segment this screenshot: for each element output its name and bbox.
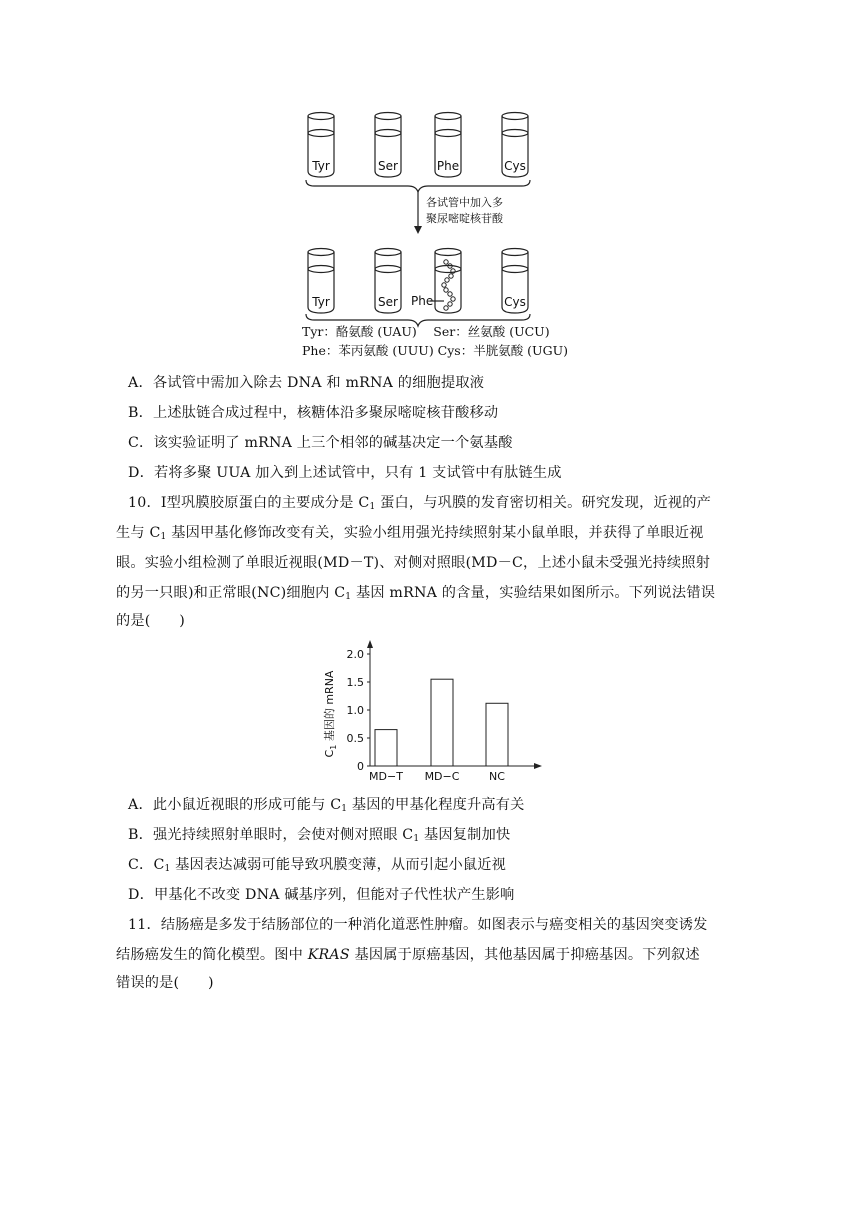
y-tick-label: 0 xyxy=(357,760,364,773)
y-axis-arrow-icon xyxy=(367,640,373,648)
q10-stem-line1: 10．Ⅰ型巩膜胶原蛋白的主要成分是 $C_1$ 蛋白，与巩膜的发育密切相关。研究发现，近视的产 xyxy=(128,495,712,512)
tube-top-label: Ser xyxy=(378,159,398,173)
q9-option-a: A．各试管中需加入除去 DNA 和 mRNA 的细胞提取液 xyxy=(128,375,485,391)
q10-stem-line3: 眼。实验小组检测了单眼近视眼(MD－T)、对侧对照眼(MD－C，上述小鼠未受强光持续照射 xyxy=(116,555,711,571)
tube-bottom-label: Cys xyxy=(504,295,526,309)
legend-line: Tyr：酪氨酸 (UAU) Ser：丝氨酸 (UCU) xyxy=(302,324,550,339)
y-tick-label: 1.0 xyxy=(346,704,364,717)
q9-option-d: D．若将多聚 UUA 加入到上述试管中，只有 1 支试管中有肽链生成 xyxy=(128,465,562,481)
bar-chart-svg xyxy=(316,636,556,786)
q10-option-d: D．甲基化不改变 DNA 碱基序列，但能对子代性状产生影响 xyxy=(128,887,515,903)
y-tick-label: 1.5 xyxy=(346,676,364,689)
y-axis-label: $C_1$ 基因的 mRNA xyxy=(323,670,338,758)
down-arrow-icon xyxy=(414,226,422,234)
arrow-note-line1: 各试管中加入多 xyxy=(426,196,503,209)
peptide-chain-icon xyxy=(442,260,455,310)
bar-2 xyxy=(486,703,508,766)
x-axis-arrow-icon xyxy=(534,763,542,769)
tube-top-label: Phe xyxy=(436,159,460,173)
x-tick-label: MD−C xyxy=(424,770,460,783)
q10-stem-line5: 的是( ) xyxy=(116,613,186,629)
arrow-note-line2: 聚尿嘧啶核苷酸 xyxy=(426,212,503,225)
bar-0 xyxy=(375,730,397,766)
tube-top-label: Tyr xyxy=(312,159,330,173)
mrna-bar-chart xyxy=(316,636,556,786)
phe-outside-label: Phe xyxy=(411,294,434,308)
tube-bottom-label: Tyr xyxy=(312,295,330,309)
q10-option-c: C．$C_1$ 基因表达减弱可能导致巩膜变薄，从而引起小鼠近视 xyxy=(128,857,507,874)
q10-option-b: B．强光持续照射单眼时，会使对侧对照眼 $C_1$ 基因复制加快 xyxy=(128,827,511,844)
q10-option-a: A．此小鼠近视眼的形成可能与 $C_1$ 基因的甲基化程度升高有关 xyxy=(128,797,525,814)
y-tick-label: 0.5 xyxy=(346,732,364,745)
legend-line: Phe：苯丙氨酸 (UUU) Cys：半胱氨酸 (UGU) xyxy=(302,343,568,358)
y-tick-label: 2.0 xyxy=(346,648,364,661)
q11-stem-line1: 11．结肠癌是多发于结肠部位的一种消化道恶性肿瘤。如图表示与癌变相关的基因突变诱发 xyxy=(128,917,708,933)
tube-bottom-label: Ser xyxy=(378,295,398,309)
x-tick-label: MD−T xyxy=(369,770,403,783)
amino-acid-legend xyxy=(302,322,568,360)
q9-option-c: C．该实验证明了 mRNA 上三个相邻的碱基决定一个氨基酸 xyxy=(128,435,513,451)
q11-stem-line2: 结肠癌发生的简化模型。图中 KRAS 基因属于原癌基因，其他基因属于抑癌基因。下列叙述 xyxy=(116,947,700,963)
tube-top-label: Cys xyxy=(504,159,526,173)
bar-1 xyxy=(431,679,453,766)
q10-stem-line2: 生与 $C_1$ 基因甲基化修饰改变有关，实验小组用强光持续照射某小鼠单眼，并获得了单眼近视 xyxy=(116,525,704,542)
x-tick-label: NC xyxy=(489,770,505,783)
q9-option-b: B．上述肽链合成过程中，核糖体沿多聚尿嘧啶核苷酸移动 xyxy=(128,405,499,421)
q11-stem-line3: 错误的是( ) xyxy=(116,975,214,991)
q10-stem-line4: 的另一只眼)和正常眼(NC)细胞内 $C_1$ 基因 mRNA 的含量，实验结果如图所示。下列说法错误 xyxy=(116,585,716,602)
